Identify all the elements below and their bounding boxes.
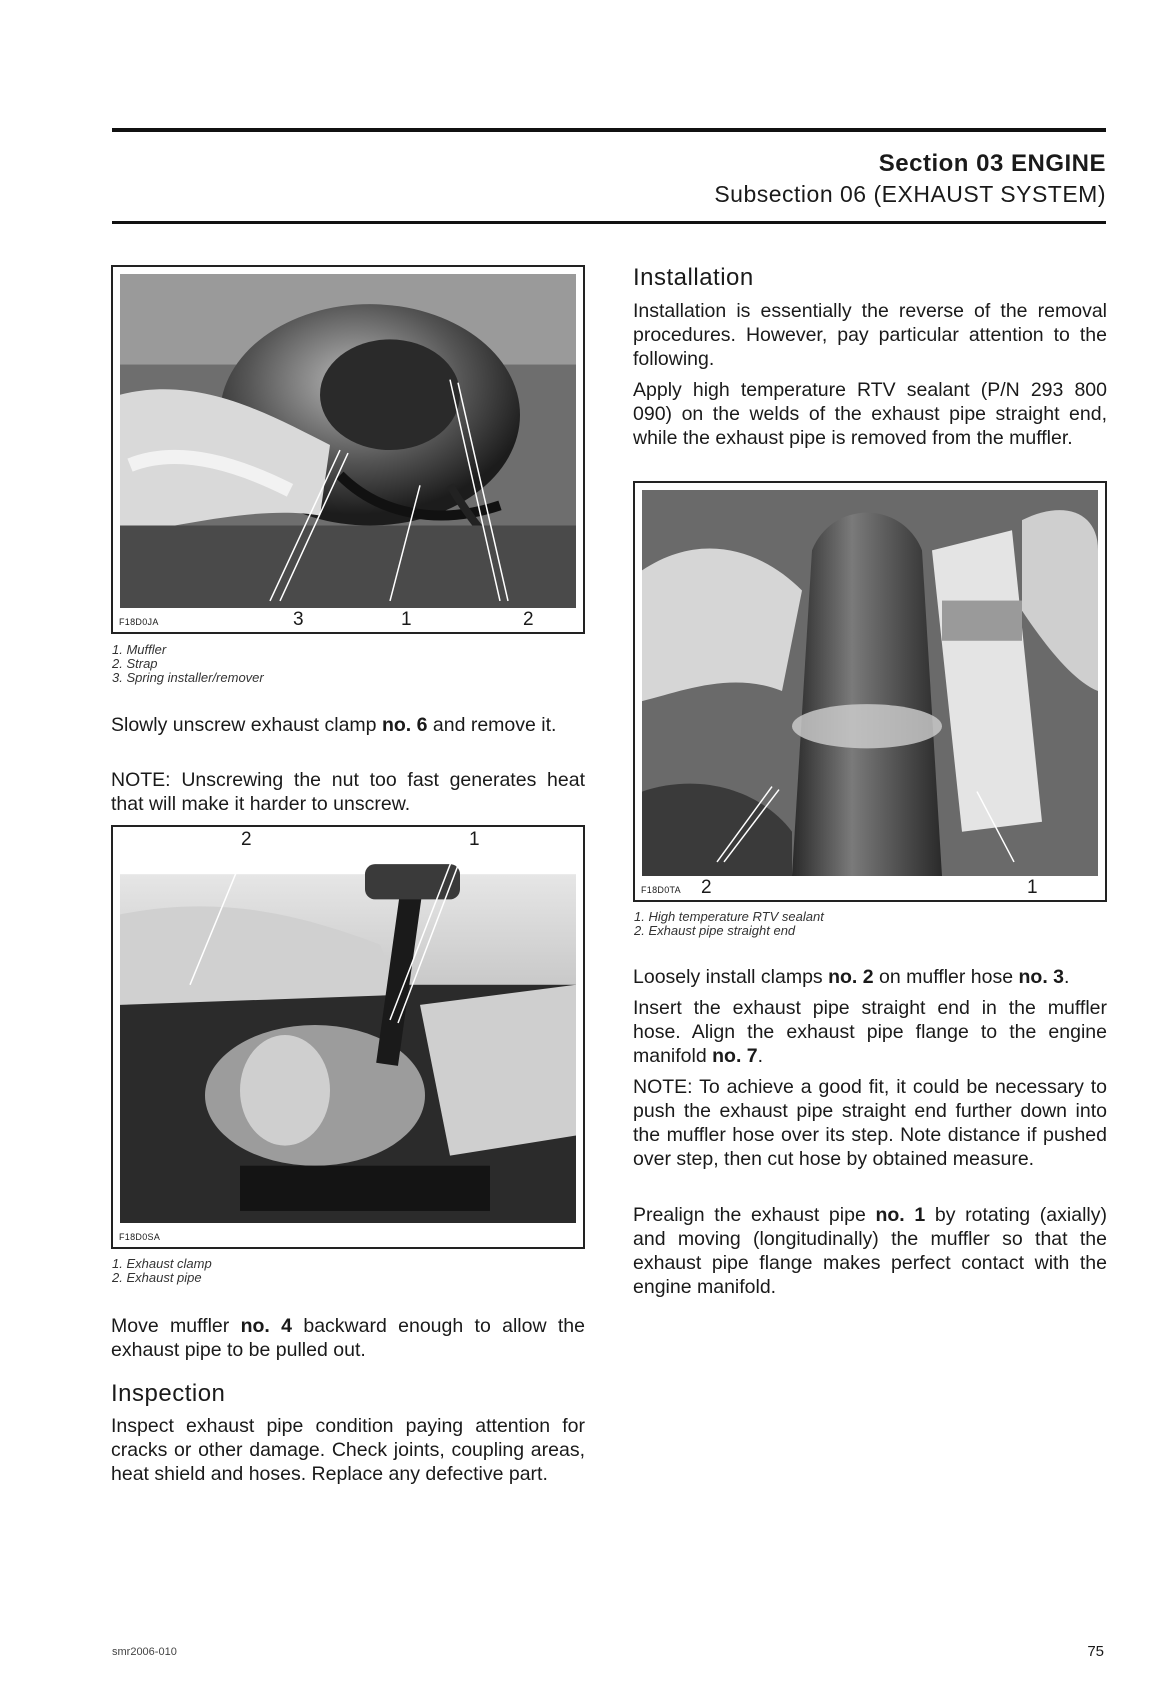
legend-item: 2. Strap bbox=[112, 656, 158, 671]
note-label: NOTE: bbox=[111, 769, 171, 791]
legend-item: 3. Spring installer/remover bbox=[112, 670, 264, 685]
legend-item: 2. Exhaust pipe bbox=[112, 1270, 202, 1285]
top-rule bbox=[112, 128, 1106, 132]
paragraph-unscrew-clamp: Slowly unscrew exhaust clamp no. 6 and remove it. bbox=[111, 714, 557, 736]
legend-item: 2. Exhaust pipe straight end bbox=[634, 923, 796, 938]
callout-2: 2 bbox=[241, 829, 252, 850]
callout-2: 2 bbox=[701, 877, 712, 898]
ref-no7: no. 7 bbox=[712, 1045, 758, 1067]
callout-3: 3 bbox=[293, 609, 304, 630]
callout-1: 1 bbox=[401, 609, 412, 630]
ref-no3: no. 3 bbox=[1018, 966, 1065, 988]
header-rule bbox=[112, 221, 1106, 224]
paragraph-apply-sealant: Apply high temperature RTV sealant (P/N 293 800 090) on the welds of the exhaust pipe straight end, while the exhaust pipe is removed from the muffler. bbox=[633, 379, 1107, 449]
paragraph-insert-pipe: Insert the exhaust pipe straight end in the muffler hose. Align the exhaust pipe flange to the engine manifold no. 7. bbox=[633, 997, 1107, 1067]
ref-no2: no. 2 bbox=[828, 966, 874, 988]
ref-no1: no. 1 bbox=[875, 1204, 926, 1226]
note-good-fit: NOTE: To achieve a good fit, it could be necessary to push the exhaust pipe straight end further down into the muffler hose over its step. Note distance if pushed over step, then cut hose by obtained measure. bbox=[633, 1076, 1107, 1170]
page-number: 75 bbox=[1087, 1643, 1104, 1660]
legend-item: 1. High temperature RTV sealant bbox=[634, 909, 824, 924]
paragraph-prealign: Prealign the exhaust pipe no. 1 by rotating (axially) and moving (longitudinally) the muffler so that the exhaust pipe flange makes perfect contact with the engine manifold. bbox=[633, 1204, 1107, 1298]
paragraph-installation-intro: Installation is essentially the reverse of the removal procedures. However, pay particular attention to the following. bbox=[633, 300, 1107, 370]
doc-id: smr2006-010 bbox=[112, 1646, 177, 1658]
heading-installation: Installation bbox=[633, 264, 754, 291]
muffler-photo bbox=[120, 274, 576, 608]
figure-code: F18D0SA bbox=[119, 1232, 161, 1242]
figure-exhaust-clamp bbox=[111, 825, 585, 1249]
figure-code: F18D0JA bbox=[119, 617, 159, 627]
figure3-legend bbox=[634, 910, 824, 938]
section-title: Section 03 ENGINE bbox=[878, 150, 1106, 177]
ref-no4: no. 4 bbox=[240, 1315, 293, 1337]
figure2-legend bbox=[112, 1257, 212, 1285]
rtv-sealant-photo bbox=[642, 490, 1098, 876]
note-label: NOTE: bbox=[633, 1076, 693, 1098]
paragraph-move-muffler: Move muffler no. 4 backward enough to allow the exhaust pipe to be pulled out. bbox=[111, 1315, 585, 1361]
legend-item: 1. Exhaust clamp bbox=[112, 1256, 212, 1271]
figure-muffler-strap bbox=[111, 265, 585, 634]
callout-1: 1 bbox=[1027, 877, 1038, 898]
note-unscrew: NOTE: Unscrewing the nut too fast generates heat that will make it harder to unscrew. bbox=[111, 769, 585, 815]
subsection-title: Subsection 06 (EXHAUST SYSTEM) bbox=[714, 181, 1106, 207]
legend-item: 1. Muffler bbox=[112, 642, 167, 657]
exhaust-clamp-photo bbox=[120, 834, 576, 1223]
figure-rtv-sealant bbox=[633, 481, 1107, 902]
heading-inspection: Inspection bbox=[111, 1380, 226, 1407]
callout-1: 1 bbox=[469, 829, 480, 850]
ref-no6: no. 6 bbox=[381, 714, 428, 736]
paragraph-install-clamps: Loosely install clamps no. 2 on muffler hose no. 3. bbox=[633, 966, 1070, 988]
figure-code: F18D0TA bbox=[641, 885, 681, 895]
figure1-legend bbox=[112, 643, 264, 685]
paragraph-inspection: Inspect exhaust pipe condition paying attention for cracks or other damage. Check joints, coupling areas, heat shield and hoses. Replace any defective part. bbox=[111, 1415, 585, 1485]
callout-2: 2 bbox=[523, 609, 534, 630]
